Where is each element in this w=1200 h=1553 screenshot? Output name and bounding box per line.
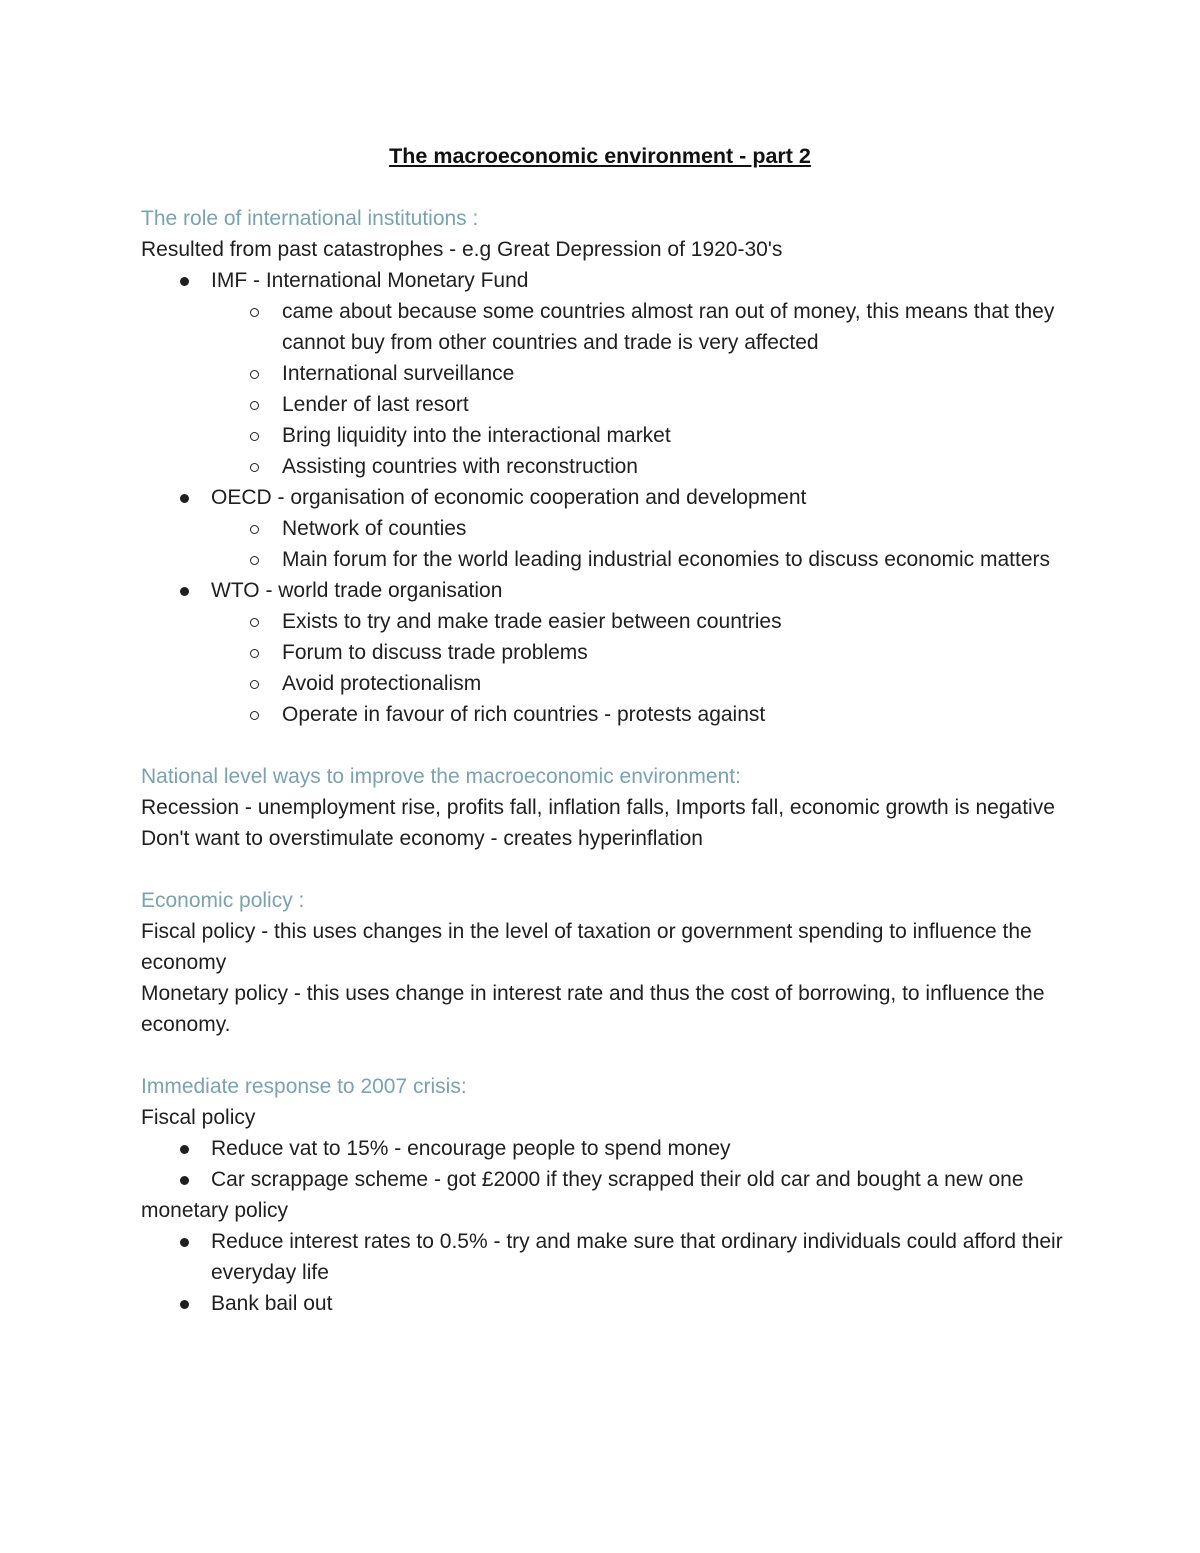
document-body xyxy=(141,203,1066,1319)
hollow-bullet-icon xyxy=(250,525,259,534)
hollow-bullet-icon xyxy=(250,370,259,379)
list-item xyxy=(141,482,1066,575)
sub-list-item-text: Exists to try and make trade easier between countries xyxy=(282,610,782,633)
sub-list-item xyxy=(141,420,1066,451)
list-item-text: OECD - organisation of economic cooperation and development xyxy=(211,486,807,509)
subheading-monetary: monetary policy xyxy=(141,1199,289,1222)
hollow-bullet-icon xyxy=(250,463,259,472)
filled-bullet-icon xyxy=(180,587,189,596)
filled-bullet-icon xyxy=(180,277,189,286)
list-item-text: Bank bail out xyxy=(211,1292,333,1315)
list-item-text: IMF - International Monetary Fund xyxy=(211,269,529,292)
sub-list-item xyxy=(141,358,1066,389)
list-item-text: WTO - world trade organisation xyxy=(211,579,503,602)
section-heading-economic-policy: Economic policy : xyxy=(141,889,305,912)
sub-list-item xyxy=(141,389,1066,420)
filled-bullet-icon xyxy=(180,1145,189,1154)
spacer xyxy=(141,730,1066,761)
list-item xyxy=(141,1288,1066,1319)
sub-list-item xyxy=(141,699,1066,730)
section-heading-national: National level ways to improve the macroeconomic environment: xyxy=(141,765,741,788)
sub-list-item-text: Network of counties xyxy=(282,517,467,540)
hollow-bullet-icon xyxy=(250,711,259,720)
sub-list-item xyxy=(141,544,1066,575)
filled-bullet-icon xyxy=(180,1176,189,1185)
sub-list xyxy=(141,513,1066,575)
paragraph: Don't want to overstimulate economy - creates hyperinflation xyxy=(141,827,703,850)
paragraph: Recession - unemployment rise, profits fall, inflation falls, Imports fall, economic growth is negative xyxy=(141,796,1055,819)
sub-list xyxy=(141,296,1066,482)
sub-list xyxy=(141,606,1066,730)
list-item-text: Car scrappage scheme - got £2000 if they scrapped their old car and bought a new one xyxy=(211,1168,1024,1191)
sub-list-item-text: Bring liquidity into the interactional market xyxy=(282,424,671,447)
sub-list-item xyxy=(141,513,1066,544)
subheading-fiscal: Fiscal policy xyxy=(141,1106,256,1129)
list-item xyxy=(141,1226,1066,1288)
hollow-bullet-icon xyxy=(250,680,259,689)
hollow-bullet-icon xyxy=(250,649,259,658)
hollow-bullet-icon xyxy=(250,401,259,410)
list-item xyxy=(141,1133,1066,1164)
list-item-text: Reduce vat to 15% - encourage people to spend money xyxy=(211,1137,731,1160)
section-heading-crisis-response: Immediate response to 2007 crisis: xyxy=(141,1075,467,1098)
hollow-bullet-icon xyxy=(250,556,259,565)
hollow-bullet-icon xyxy=(250,308,259,317)
paragraph: Fiscal policy - this uses changes in the level of taxation or government spending to influence the economy xyxy=(141,920,1032,974)
spacer xyxy=(141,854,1066,885)
sub-list-item-text: Forum to discuss trade problems xyxy=(282,641,588,664)
page-title: The macroeconomic environment - part 2 xyxy=(389,144,811,168)
filled-bullet-icon xyxy=(180,1238,189,1247)
filled-bullet-icon xyxy=(180,1300,189,1309)
paragraph: Monetary policy - this uses change in interest rate and thus the cost of borrowing, to influence the economy. xyxy=(141,982,1045,1036)
sub-list-item-text: International surveillance xyxy=(282,362,515,385)
institutions-list xyxy=(141,265,1066,730)
sub-list-item-text: Lender of last resort xyxy=(282,393,469,416)
sub-list-item-text: Assisting countries with reconstruction xyxy=(282,455,638,478)
sub-list-item-text: Main forum for the world leading industrial economies to discuss economic matters xyxy=(282,548,1051,571)
sub-list-item xyxy=(141,606,1066,637)
fiscal-list xyxy=(141,1133,1066,1195)
sub-list-item xyxy=(141,668,1066,699)
list-item xyxy=(141,265,1066,482)
sub-list-item xyxy=(141,451,1066,482)
section-heading-institutions: The role of international institutions : xyxy=(141,207,479,230)
hollow-bullet-icon xyxy=(250,618,259,627)
sub-list-item-text: came about because some countries almost ran out of money, this means that they cannot buy from other countries and trade is very affected xyxy=(282,300,1055,354)
sub-list-item-text: Avoid protectionalism xyxy=(282,672,482,695)
hollow-bullet-icon xyxy=(250,432,259,441)
monetary-list xyxy=(141,1226,1066,1319)
sub-list-item xyxy=(141,637,1066,668)
sub-list-item-text: Operate in favour of rich countries - protests against xyxy=(282,703,766,726)
list-item xyxy=(141,1164,1066,1195)
list-item-text: Reduce interest rates to 0.5% - try and make sure that ordinary individuals could afford their everyday life xyxy=(211,1230,1063,1284)
filled-bullet-icon xyxy=(180,494,189,503)
list-item xyxy=(141,575,1066,730)
paragraph: Resulted from past catastrophes - e.g Great Depression of 1920-30's xyxy=(141,238,783,261)
sub-list-item xyxy=(141,296,1066,358)
spacer xyxy=(141,1040,1066,1071)
